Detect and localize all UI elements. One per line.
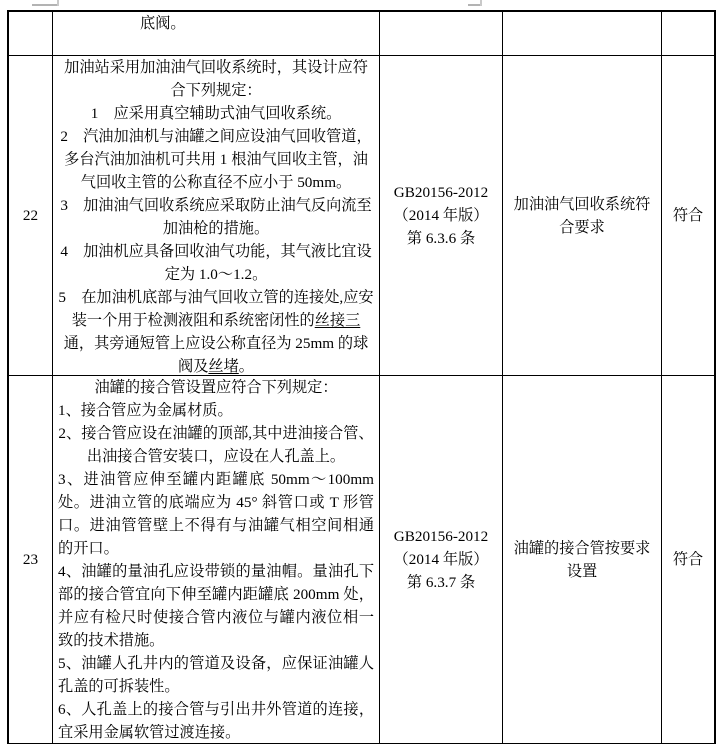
row-23-verdict-cell[interactable] <box>662 376 714 744</box>
row-23-conclusion-cell[interactable] <box>503 376 662 744</box>
row-22-conclusion-cell[interactable] <box>503 56 662 376</box>
paragraph: 3 加油油气回收系统应采取防止油气反向流至加油枪的措施。 <box>60 197 372 237</box>
row-23-content-cell[interactable] <box>53 376 380 744</box>
row-22-number-cell[interactable] <box>9 56 53 376</box>
basis-line: GB20156-2012 <box>393 528 489 545</box>
paragraph: 3、进油管应伸至罐内距罐底 50mm～100mm处。进油立管的底端应为 45° 斜管口或 T 形管口。进油管管壁上不得有与油罐气相空间相通的开口。 <box>58 471 374 557</box>
gridline-artifact-right-vertical <box>480 0 482 6</box>
basis-line: 第 6.3.7 条 <box>406 574 476 591</box>
paragraph: 4 加油机应具备回收油气功能，其气液比宜设定为 1.0～1.2。 <box>60 243 372 283</box>
underlined-term: 丝堵 <box>208 358 239 375</box>
paragraph: 1、接合管应为金属材质。 <box>58 402 233 419</box>
paragraph <box>58 286 374 376</box>
conclusion-text: 加油油气回收系统符合要求 <box>513 195 651 236</box>
paragraph: 加油站采用加油油气回收系统时，其设计应符合下列规定： <box>64 59 368 99</box>
verdict-text: 符合 <box>672 207 704 224</box>
paragraph: 4、油罐的量油孔应设带锁的量油帽。量油孔下部的接合管宜向下伸至罐内距罐底 200mm 处，并应有检尺时使接合管内液位与罐内液位相一致的技术措施。 <box>58 563 374 649</box>
paragraph: 底阀。 <box>140 15 186 32</box>
paragraph: 2、接合管应设在油罐的顶部,其中进油接合管、出油接合管安装口，应设在人孔盖上。 <box>58 425 374 465</box>
row-carryover-conclusion-cell[interactable] <box>503 12 662 56</box>
text-segment: 5 在加油机底部与油气回收立管的连接处,应安装一个用于检测液阻和系统密闭性的 <box>58 289 374 329</box>
row-carryover-number-cell[interactable] <box>9 12 53 56</box>
row-number: 22 <box>22 206 39 224</box>
row-23-number-cell[interactable] <box>9 376 53 744</box>
underlined-term: 丝接三 <box>314 312 361 329</box>
row-carryover-basis-cell[interactable] <box>380 12 503 56</box>
verdict-text: 符合 <box>672 551 704 568</box>
basis-line: （2014 年版） <box>393 207 489 224</box>
gridline-artifact-left-horizontal <box>32 4 59 6</box>
row-23-basis-cell[interactable] <box>380 376 503 744</box>
text-segment: 。 <box>238 358 254 375</box>
inspection-table <box>7 10 716 744</box>
basis-line: GB20156-2012 <box>393 184 489 201</box>
row-carryover-content-cell[interactable] <box>53 12 380 56</box>
basis-line: （2014 年版） <box>393 551 489 568</box>
paragraph: 6、人孔盖上的接合管与引出井外管道的连接，宜采用金属软管过渡连接。 <box>58 701 374 741</box>
basis-line: 第 6.3.6 条 <box>406 230 476 247</box>
gridline-artifact-left-vertical <box>57 0 59 6</box>
row-carryover-verdict-cell[interactable] <box>662 12 714 56</box>
row-22-basis-cell[interactable] <box>380 56 503 376</box>
row-22-verdict-cell[interactable] <box>662 56 714 376</box>
row-number: 23 <box>22 550 39 568</box>
text-segment: 通，其旁通短管上应设公称直径为 25mm 的球阀及 <box>63 335 369 375</box>
paragraph: 5、油罐人孔井内的管道及设备，应保证油罐人孔盖的可拆装性。 <box>58 655 374 695</box>
paragraph: 2 汽油加油机与油罐之间应设油气回收管道，多台汽油加油机可共用 1 根油气回收主管，油气回收主管的公称直径不应小于 50mm。 <box>60 128 372 191</box>
paragraph: 油罐的接合管设置应符合下列规定： <box>94 379 338 396</box>
paragraph: 1 应采用真空辅助式油气回收系统。 <box>90 105 342 122</box>
conclusion-text: 油罐的接合管按要求设置 <box>513 539 651 580</box>
row-22-content-cell[interactable] <box>53 56 380 376</box>
